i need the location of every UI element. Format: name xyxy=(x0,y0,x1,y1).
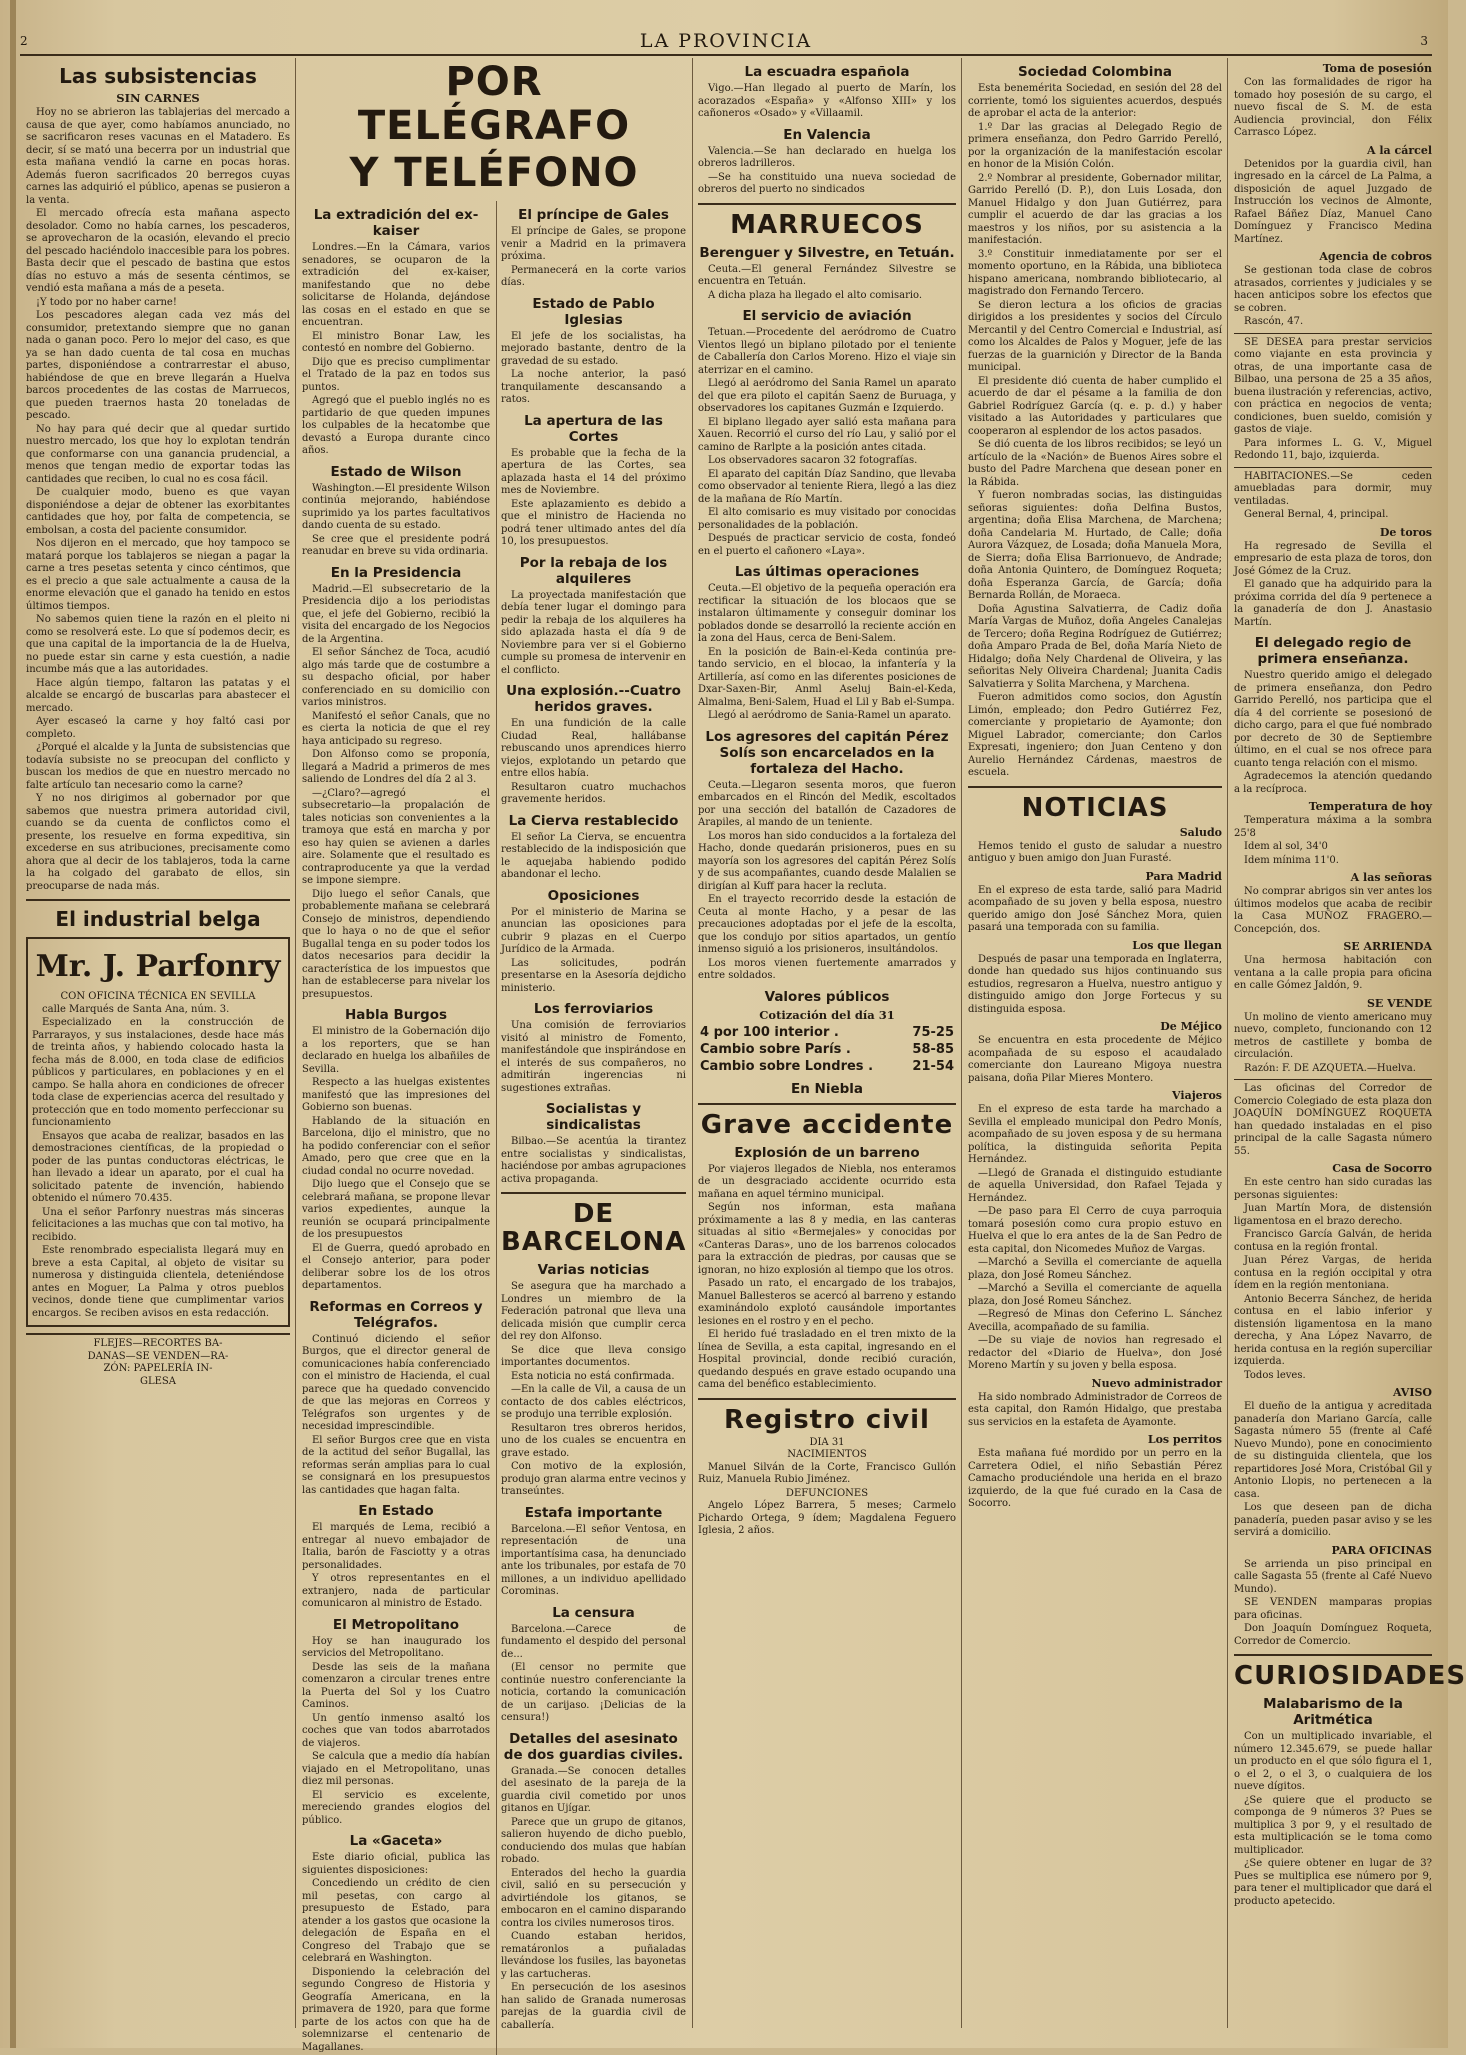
paragraph: —De su viaje de novios han regresado el redactor del «Diario de Huelva», don José Moreno Martín y su joven y bella esposa. xyxy=(968,1335,1222,1371)
paragraph: Agradecemos la atención quedando a la recíproca. xyxy=(1234,771,1432,795)
paragraph: Temperatura máxima a la sombra 25'8 xyxy=(1234,815,1432,839)
paragraph: —En la calle de Vil, a causa de un contacto de dos cables eléctricos, se produjo una terrible explosión. xyxy=(501,1384,686,1420)
section-heading: SE VENDE xyxy=(1366,996,1432,1010)
section-heading: Explosión de un barreno xyxy=(734,1144,920,1161)
column-4 xyxy=(964,58,1226,2028)
paragraph: Las oficinas del Corredor de Comercio Colegiado de esta plaza don JOAQUÍN DOMÍNGUEZ ROQUETA han quedado instaladas en el piso principal de la calle Sagasta número 55. xyxy=(1234,1083,1432,1157)
section-heading: Los perritos xyxy=(1147,1433,1222,1446)
paragraph: 2.º Nombrar al presidente, Gobernador militar, Garrido Perelló (D. P.), don Luis Losada, don Manuel Hidalgo y don Juan Gutiérrez, para cumplir el acuerdo de dar las gracias a los maestros y los niños, por su asistencia a la manifestación. xyxy=(968,172,1222,246)
valores-value: 58-85 xyxy=(912,1041,954,1057)
paragraph: Barcelona.—Carece de fundamento el despido del personal de... xyxy=(501,1623,686,1660)
paragraph: Respecto a las huelgas existentes manifestó que las impresiones del Gobierno son buenas. xyxy=(302,1077,490,1113)
paragraph: El presidente dió cuenta de haber cumplido el acuerdo de dar el pésame a la familia de don Gabriel Rodríguez García (q. e. p. d.) y haber visitado a las Autoridades y particulares que cooperaron al esplendor de los actos pasados. xyxy=(968,375,1222,437)
paragraph: Madrid.—El subsecretario de la Presidencia dijo a los periodistas que, el jefe del Gobierno, recibió la visita del encargado de los Negocios de la Argentina. xyxy=(302,583,490,645)
paragraph: ¿Se quiere obtener en lugar de 3? Pues se multiplica ese número por 9, para tener el multiplicador que dará el producto apetecido. xyxy=(1234,1858,1432,1907)
page-number-left: 2 xyxy=(20,34,28,48)
paragraph: Dijo que es preciso cumplimentar el Tratado de la paz en todos sus puntos. xyxy=(302,356,490,393)
section-title-subsistencias: Las subsistencias xyxy=(59,64,257,88)
paragraph: Según nos informan, esta mañana próximamente a las 8 y media, en las canteras situadas al sitio «Bermejales» y conocidas por «Canteras Daras», uno de los barrenos colocados para la extracción de piedras, por causas que se ignoran, no hizo explosión al tiempo que los otros. xyxy=(698,1202,956,1276)
paragraph: Llegó al aeródromo de Sania-Ramel un aparato. xyxy=(708,710,952,721)
paragraph: Es probable que la fecha de la apertura de las Cortes, sea aplazada hasta el 14 del próximo mes de Noviembre. xyxy=(501,447,686,496)
paragraph: Se gestionan toda clase de cobros atrasados, corrientes y judiciales y se hacen anticipos sobre los efectos que se cobren. xyxy=(1234,265,1432,314)
telegraph-right-column xyxy=(496,201,686,2055)
section-heading: Habla Burgos xyxy=(344,1007,448,1023)
section-heading: NOTICIAS xyxy=(1021,792,1169,823)
paragraph: El biplano llegado ayer salió esta mañana para Xauen. Recorrió el curso del río Lau, y salió por el camino de Rarlpte a la posición antes citada. xyxy=(698,416,956,453)
paragraph: El servicio es excelente, mereciendo grandes elogios del público. xyxy=(302,1789,490,1826)
paragraph: Tetuan.—Procedente del aeródromo de Cuatro Vientos llegó un biplano pilotado por el teniente de Caballería don Carlos Moreno. Hizo el viaje sin aterrizar en el camino. xyxy=(698,327,956,376)
section-heading: Saludo xyxy=(1179,825,1222,839)
paragraph: Doña Agustina Salvatierra, de Cadiz doña María Vargas de Muñoz, doña Angeles Canalejas de Tercero; doña Regina Rodríguez de Gutiérrez; doña Amparo Prada de Bel, doña María Nieto de Hidalgo; doña Nely Chardenal de Oliveira, y las señoritas Nely Oliveira Chardenal; Juanita Cadis Salvatierra y Solita Marchena, y Marchena. xyxy=(968,603,1222,690)
paragraph: Resultaron cuatro muchachos gravemente heridos. xyxy=(501,781,686,805)
paragraph: Vigo.—Han llegado al puerto de Marín, los acorazados «España» y «Alfonso XIII» y los cañoneros «Osado» y «Villaamil. xyxy=(698,83,956,119)
section-heading: Los ferroviarios xyxy=(533,1001,654,1017)
section-heading: A las señoras xyxy=(1350,871,1432,884)
page-number-right: 3 xyxy=(1420,34,1428,48)
paragraph: Para informes L. G. V., Miguel Redondo 11, bajo, izquierda. xyxy=(1234,437,1432,461)
paragraph: Esta mañana fué mordido por un perro en la Carretera Odiel, el niño Sebastián Pérez Camacho produciéndole una herida en el brazo izquierdo, de la que fué curado en la Casa de Socorro. xyxy=(968,1448,1222,1509)
registro-defunciones: DEFUNCIONES xyxy=(785,1487,869,1499)
section-heading: Varias noticias xyxy=(537,1262,650,1278)
paragraph: Manifestó el señor Canals, que no es cierta la noticia de que el rey haya anticipado su regreso. xyxy=(302,710,490,747)
paragraph: Permanecerá en la corte varios días. xyxy=(501,264,686,288)
paragraph: El alto comisario es muy visitado por conocidas personalidades de la población. xyxy=(698,507,956,531)
ad-name: Mr. J. Parfonry xyxy=(35,949,281,984)
section-heading: Registro civil xyxy=(724,1404,930,1435)
paragraph: Hoy no se abrieron las tablajerias del mercado a causa de que ayer, como habíamos anunciado, no se sacrificaron reses vacunas en el Matadero. Es decir, sí se mató una becerra por un industrial que esta mañana vendió la carne en pocas horas. Además fueron sacrificados 20 berregos cuyas carnes las adquirió el público, apenas se pusieron a la venta. xyxy=(26,107,290,206)
paragraph: —Marchó a Sevilla el comerciante de aquella plaza, don José Romeu Sánchez. xyxy=(968,1283,1222,1307)
paragraph: Esta noticia no está confirmada. xyxy=(511,1370,675,1382)
paragraph: El señor La Cierva, se encuentra restablecido de la indisposición que le aquejaba habiendo podido abandonar el lecho. xyxy=(501,831,686,880)
paragraph: El señor Burgos cree que en vista de la actitud del señor Bugallal, las reformas serán amplias para lo cual se consignará en los presupuestos las cantidades que hagan falta. xyxy=(302,1434,490,1496)
paragraph: Barcelona.—El señor Ventosa, en representación de una importantísima casa, ha denunciado ante los tribunales, por estafa de 70 millones, a un individuo apellidado Corominas. xyxy=(501,1523,686,1597)
ad-body xyxy=(32,1004,284,1321)
divider xyxy=(1234,467,1432,468)
paragraph: Juan Martín Mora, de distensión ligamentosa en el brazo derecho. xyxy=(1234,1203,1432,1227)
paragraph: No comprar abrigos sin ver antes los últimos modelos que acaba de recibir la Casa MUÑOZ FRAGERO.—Concepción, dos. xyxy=(1234,886,1432,935)
paragraph: Se calcula que a medio día habían viajado en el Metropolitano, unas diez mil personas. xyxy=(302,1751,490,1787)
paragraph: SE VENDEN mamparas propias para oficinas. xyxy=(1234,1597,1432,1621)
paragraph: Rascón, 47. xyxy=(1244,316,1304,327)
paragraph: Don Joaquín Domínguez Roqueta, Corredor de Comercio. xyxy=(1234,1623,1432,1647)
classified-line: ZÓN: PAPELERÍA IN- xyxy=(103,1363,213,1374)
paragraph: Londres.—En la Cámara, varios senadores, se ocuparon de la extradición del ex-kaiser, manifestando que no debe solicitarse de Holanda, dejándose las cosas en el estado en que se encuentran. xyxy=(302,242,490,328)
registro-date: DIA 31 xyxy=(809,1436,845,1448)
paragraph: Por viajeros llegados de Niebla, nos enteramos de un desgraciado accidente ocurrido esta mañana en aquel término municipal. xyxy=(698,1163,956,1200)
paragraph: En la posición de Bain-el-Keda continúa pre-tando servicio, en el blocao, la infantería y la Artillería, así como en las diferentes posiciones de Dxar-Saxen-Bir, Anml Aseluj Bain-el-Keda, Almalma, Beni-Salem, Huad el Lil y Bab el-Sumpa. xyxy=(698,646,956,708)
section-heading: Los que llegan xyxy=(1132,938,1222,952)
paragraph: El ganado que ha adquirido para la próxima corrida del día 9 pertenece a la ganadería de don J. Anastasio Martín. xyxy=(1234,579,1432,628)
paragraph: Y otros representantes en el extranjero, nada de particular comunicaron al ministro de Estado. xyxy=(302,1573,490,1609)
valores-row xyxy=(698,1058,956,1075)
paragraph: El marqués de Lema, recibió a entregar al nuevo embajador de Italia, barón de Fasciotty y a otras personalidades. xyxy=(302,1522,490,1571)
paragraph: Continuó diciendo el señor Burgos, que el director general de comunicaciones había conferenciado con el ministro de Hacienda, el cual parece que ha quedado convencido de que las mejoras en Correos y Telégrafos son urgentes y de necesidad imprescindible. xyxy=(302,1333,490,1432)
paragraph: Antonio Becerra Sánchez, de herida contusa en el labio inferior y distensión ligamentosa en la mano derecha, y Ana López Navarro, de herida contusa en la región superciliar izquierda. xyxy=(1234,1293,1432,1367)
section-heading: AVISO xyxy=(1393,1386,1432,1399)
paragraph: Un gentío inmenso asaltó los coches que van todos abarrotados de viajeros. xyxy=(302,1712,490,1749)
paragraph: Washington.—El presidente Wilson continúa mejorando, habiéndose suprimido ya los partes facultativos dando cuenta de su estado. xyxy=(302,482,490,531)
paragraph: El señor Sánchez de Toca, acudió algo más tarde que de costumbre a su despacho oficial, por haber conferenciado en su domicilio con varios ministros. xyxy=(302,647,490,708)
paragraph: Hoy se han inaugurado los servicios del Metropolitano. xyxy=(302,1635,490,1659)
section-heading: Estafa importante xyxy=(524,1504,663,1521)
paragraph: Con un multiplicado invariable, el número 12.345.679, se puede hallar un producto en el que sólo figura el 1, o el 2, o el 3, o cualquiera de los nueve dígitos. xyxy=(1234,1731,1432,1792)
divider xyxy=(698,1398,956,1400)
paragraph: 3.º Constituir inmediatamente por ser el momento oportuno, en la Rábida, una biblioteca hispano americana, nombrando bibliotecario, al magistrado don Fernando Tercero. xyxy=(968,248,1222,297)
divider xyxy=(698,203,956,205)
divider xyxy=(698,1103,956,1105)
paragraph: Una hermosa habitación con ventana a la calle propia para oficina en calle Gómez Jaldón, 9. xyxy=(1234,955,1432,991)
paragraph: Se arrienda un piso principal en calle Sagasta 55 (frente al Café Nuevo Mundo). xyxy=(1234,1558,1432,1595)
page-header xyxy=(20,30,1432,56)
paragraph: Y fueron nombradas socias, las distinguidas señoras siguientes: doña Delfina Bustos, argentina; doña Elisa Marchena, de Marchena; doña Candelaria M. Hurtado, de Calle; doña Aurora Vázquez, de Losada; doña Manuela Mora, de Sierra; doña Elisa Barrionuevo, de Andrade; doña Antonia Quintero, de Domínguez Roqueta; doña Esperanza García, de García; doña Bernarda Rollán, de Moraeca. xyxy=(968,490,1222,601)
paragraph: Este aplazamiento es debido a que el ministro de Hacienda no podrá tener ultimado antes del día 10, los presupuestos. xyxy=(501,498,686,547)
ad-paragraph: Una el señor Parfonry nuestras más sinceras felicitaciones a las muchas que con tal motivo, ha recibido. xyxy=(32,1206,284,1243)
column-1 xyxy=(22,58,294,2028)
divider xyxy=(501,1192,686,1194)
paragraph: Agregó que el pueblo inglés no es partidario de que queden impunes los culpables de la hecatombe que devastó a Europa durante cinco años. xyxy=(302,395,490,456)
valores-table xyxy=(698,1024,956,1075)
paragraph: Idem mínima 11'0. xyxy=(1244,854,1339,866)
paragraph: Disponiendo la celebración del segundo Congreso de Historia y Geografía Americana, en la primavera de 1920, para que forme parte de los actos con que ha de solemnizarse el centenario de Magallanes. xyxy=(302,1966,490,2053)
paragraph: (El censor no permite que continúe nuestro conferenciante la noticia, cortando la comunicación de un carijaso. ¡Delicias de la censura!) xyxy=(501,1662,686,1723)
paragraph: De cualquier modo, bueno es que vayan disponiéndose a dejar de obtener las exorbitantes cantidades que hoy, por falta de competencia, se embolsan, a costa del paciente consumidor. xyxy=(26,487,290,536)
section-heading: Agencia de cobros xyxy=(1319,250,1432,263)
section-heading: Valores públicos xyxy=(764,988,890,1005)
paragraph: Todos leves. xyxy=(1244,1369,1306,1381)
paragraph: En persecución de los asesinos han salido de Granada numerosas parejas de la guardia civil de caballería. xyxy=(501,1982,686,2031)
ad-paragraph: calle Marqués de Santa Ana, núm. 3. xyxy=(42,1003,230,1015)
paragraph: Por el ministerio de Marina se anuncian las oposiciones para cubrir 9 plazas en el Cuerpo Jurídico de la Armada. xyxy=(501,906,686,955)
paragraph: HABITACIONES.—Se ceden amuebladas para dormir, muy ventiladas. xyxy=(1234,470,1432,507)
paragraph: En el expreso de esta tarde ha marchado a Sevilla el empleado municipal don Pedro Monís, acompañado de su joven esposa y de su hermana política, la distinguida señorita Pepita Hernández. xyxy=(968,1104,1222,1165)
paragraph: Se dieron lectura a los oficios de gracias dirigidos a los presidentes y socios del Círculo Mercantil y del Centro Comercial e Industrial, así como los Alcaldes de Palos y Moguer, jefe de las fuerzas de la guarnición y Director de la Banda municipal. xyxy=(968,299,1222,373)
valores-value: 75-25 xyxy=(912,1024,954,1040)
paragraph: Enterados del hecho la guardia civil, salió en su persecución y advirtiéndole los gitanos, se embocaron en el camino disparando contra los civiles numerosos tiros. xyxy=(501,1867,686,1929)
column-rule xyxy=(1227,58,1228,2028)
paragraph: En el expreso de esta tarde, salió para Madrid acompañado de su joven y bella esposa, nuestro querido amigo don José Sánchez Mora, quien pasará una temporada con su familia. xyxy=(968,884,1222,933)
paragraph: Los moros han sido conducidos a la fortaleza del Hacho, donde quedarán prisioneros, pues en su mayoría son los agresores del capitán Pérez Solís y de sus acompañantes, cuando desde Malalien se dirigían al Kuff para hacer la recluta. xyxy=(698,830,956,892)
divider xyxy=(968,786,1222,788)
section-heading: En Niebla xyxy=(790,1080,863,1097)
section-heading: Estado de Pablo Iglesias xyxy=(532,295,655,328)
section-heading: En Valencia xyxy=(783,126,871,143)
paragraph: Con motivo de la explosión, produjo gran alarma entre vecinos y transeúntes. xyxy=(501,1461,686,1497)
paragraph: Nos dijeron en el mercado, que hoy tampoco se matará porque los tablajeros se niegan a pagar la carne a tres pesetas setenta y cinco céntimos, que es el precio a que sale actualmente a causa de la enorme elevación que el ganado ha tenido en estos últimos tiempos. xyxy=(26,538,290,612)
paragraph: La proyectada manifestación que debía tener lugar el domingo para pedir la rebaja de los alquileres ha sido aplazada hasta el día 9 de Noviembre para ver si el Gobierno cumple su promesa de intervenir en el conflicto. xyxy=(501,589,686,676)
paragraph: El aparato del capitán Díaz Sandino, que llevaba como observador al teniente Riera, llegó a las diez de la mañana de Río Martín. xyxy=(698,468,956,505)
subtitle-sin-carnes: SIN CARNES xyxy=(116,91,200,105)
paragraph: El herido fué trasladado en el tren mixto de la línea de Sevilla, a esta capital, ingresando en el Hospital provincial, donde recibió curación, quedando después en grave estado ocupando una cama del benéfico establecimiento. xyxy=(698,1329,956,1390)
paragraph: Detenidos por la guardia civil, han ingresado en la cárcel de La Palma, a disposición de aquel Juzgado de Instrucción los vecinos de Almonte, Rafael Báñez Díaz, Manuel Cano Domínguez y Francisco Medina Martínez. xyxy=(1234,158,1432,245)
column-rule xyxy=(295,58,296,2028)
paragraph: Después de practicar servicio de costa, fondeó en el puerto el cañonero «Laya». xyxy=(698,533,956,557)
paragraph: Después de pasar una temporada en Inglaterra, donde han quedado sus hijos continuando sus estudios, regresaron a Huelva, nuestro antiguo y distinguido amigo don Jorge Fortecus y su distinguida esposa. xyxy=(968,953,1222,1015)
section-heading: La «Gaceta» xyxy=(349,1833,443,1849)
section-heading: DE BARCELONA xyxy=(501,1199,687,1257)
section-heading: Nuevo administrador xyxy=(1091,1376,1222,1390)
ad-paragraph: Especializado en la construcción de Parrarayos, y sus instalaciones, desde hace más de treinta años, y habiendo colocado hasta la fecha más de 8.000, en toda clase de edificios públicos y particulares, en poblaciones y en el campo. Se halla ahora en condiciones de ofrecer toda clase de experiencias acerca del resultado y protección que en todo momento perfeccionar su funcionamiento xyxy=(32,1017,284,1128)
paragraph: Dijo luego que el Consejo que se celebrará mañana, se propone llevar varios expedientes, aunque la reunión se ocupará principalmente de los presupuestos xyxy=(302,1179,490,1240)
column-3 xyxy=(694,58,960,2028)
valores-subtitle: Cotización del día 31 xyxy=(759,1007,895,1022)
classified-line: DANAS—SE VENDEN—RA- xyxy=(87,1350,229,1362)
paragraph: General Bernal, 4, principal. xyxy=(1244,509,1389,520)
paragraph: Se dice que lleva consigo importantes documentos. xyxy=(501,1344,686,1368)
paragraph: Este diario oficial, publica las siguientes disposiciones: xyxy=(302,1852,490,1876)
section-heading: Los agresores del capitán Pérez Solís son encarcelados en la fortaleza del Hacho. xyxy=(705,728,949,777)
paragraph: Juan Pérez Vargas, de herida contusa en la región occipital y otra ídem en la región mentoniana. xyxy=(1234,1255,1432,1291)
paragraph: Francisco García Galván, de herida contusa en la región frontal. xyxy=(1234,1229,1432,1253)
section-heading: Temperatura de hoy xyxy=(1308,800,1432,813)
paragraph: Las solicitudes, podrán presentarse en la Asesoría dejdicho ministerio. xyxy=(501,957,686,994)
paragraph: Fueron admitidos como socios, don Agustín Limón, empleado; don Pedro Gutiérrez Fez, comerciante y propietario de Ayamonte; don Miguel Labrador, comerciante; don Carlos Expresati, ingeniero; don Juan Centeno y don Aurelio Hernández Cárdenas, maestros de escuela. xyxy=(968,692,1222,778)
divider xyxy=(26,899,290,901)
classified-line: FLEJES—RECORTES BA- xyxy=(93,1338,223,1349)
paragraph: Una comisión de ferroviarios visitó al ministro de Fomento, manifestándole que inspirándose en el interés de sus compañeros, no admitirán ingerencias ni sugestiones extrañas. xyxy=(501,1020,686,1094)
paragraph: El príncipe de Gales, se propone venir a Madrid en la primavera próxima. xyxy=(501,226,686,262)
section-heading: Viajeros xyxy=(1172,1089,1222,1102)
paragraph: Y no nos dirigimos al gobernador por que sabemos que nuestra primera autoridad civil, cuando se da cuenta de conflictos como el presente, los resuelve en forma expeditiva, sin excederse en sus atribuciones, precisamente como ahora que al decir de los tablajeros, toda la carne la ha colgado del garabato de ellos, sin preocuparse de nada más. xyxy=(26,793,290,892)
paragraph: Los pescadores alegan cada vez más del consumidor, pretextando siempre que no ganan nada o ganan poco. Pero lo mejor del caso, es que ya se han dado cuenta de tal cosa en muchas partes, disponiéndose a contrarrestar el abuso, habiéndose de que en breve llegarán a Huelva barcos procedentes de las costas de Marruecos, que pueden traernos hasta 20 toneladas de pescado. xyxy=(26,310,290,421)
section-heading: La extradición del ex-kaiser xyxy=(313,207,479,239)
column-2 xyxy=(298,58,690,2053)
paragraph: Nuestro querido amigo el delegado de primera enseñanza, don Pedro Garrido Perelló, nos participa que el día 4 del corriente se posesionó de dicho cargo, para el que fué nombrado por decreto de 30 de Septiembre último, en el cual se nos ofrece para cuanto tenga relación con el mismo. xyxy=(1234,670,1432,769)
paragraph: El jefe de los socialistas, ha mejorado bastante, dentro de la gravedad de su estado. xyxy=(501,330,686,367)
paragraph: El mercado ofrecía esta mañana aspecto desolador. Como no había carnes, los pescaderos, se aprovecharon de la ocasión, elevando el precio del pescado haciéndolo inaccesible para los pobres. Basta decir que el pescado de bastina que estos días no estuvo a más de sesenta céntimos, se vendió esta mañana a más de a peseta. xyxy=(26,208,290,294)
paragraph: La noche anterior, la pasó tranquilamente descansando a ratos. xyxy=(501,369,686,405)
section-heading: Detalles del asesinato de dos guardias civiles. xyxy=(503,1730,684,1763)
divider xyxy=(1234,333,1432,334)
section-heading: El delegado regio de primera enseñanza. xyxy=(1254,635,1412,667)
paragraph: Hablando de la situación en Barcelona, dijo el ministro, que no ha podido conferenciar con el señor Amado, pero que cree que en la ciudad condal no ocurre novedad. xyxy=(302,1115,490,1177)
paragraph: Concediendo un crédito de cien mil pesetas, con cargo al presupuesto de Estado, para atender a los gastos que ocasione la delegación de España en el Congreso del Trabajo que se celebrará en Washington. xyxy=(302,1878,490,1964)
paragraph: Cuando estaban heridos, rematáronlos a puñaladas llevándose los fusiles, las bayonetas y las cartucheras. xyxy=(501,1931,686,1980)
valores-value: 21-54 xyxy=(912,1058,954,1074)
registro-def-text: Angelo López Barrera, 5 meses; Carmelo Pichardo Ortega, 9 ídem; Magdalena Feguero Iglesia, 2 años. xyxy=(698,1500,956,1536)
section-heading: Casa de Socorro xyxy=(1332,1162,1432,1175)
section-heading: Berenguer y Silvestre, en Tetuán. xyxy=(699,244,955,261)
section-heading: Estado de Wilson xyxy=(330,463,462,480)
paragraph: Don Alfonso como se proponía, llegará a Madrid a primeros de mes saliendo de Londres del día 2 al 3. xyxy=(302,749,490,785)
section-heading: La apertura de las Cortes xyxy=(524,412,663,445)
paragraph: ¡Y todo por no haber carne! xyxy=(36,296,177,308)
paragraph: En el trayecto recorrido desde la estación de Ceuta al monte Hacho, y a pesar de las precauciones adoptadas por el jefe de la escolta, que los condujo por sitios apartados, un gentío inmenso siguió a los prisioneros, insultándolos. xyxy=(698,894,956,955)
paragraph: El ministro Bonar Law, les contestó en nombre del Gobierno. xyxy=(302,330,490,354)
paragraph: Se dió cuenta de los libros recibidos; se leyó un artículo de la «Nación» de Buenos Aires sobre el busto del Padre Marchena que desean poner en la Rábida. xyxy=(968,439,1222,488)
paragraph: Llegó al aeródromo del Sania Ramel un aparato del que era piloto el capitán Saenz de Buruaga, y observadores los capitanes Guzmán e Izquierdo. xyxy=(698,378,956,414)
paragraph: —Marchó a Sevilla el comerciante de aquella plaza, don José Romeu Sánchez. xyxy=(968,1257,1222,1281)
paragraph: Resultaron tres obreros heridos, uno de los cuales se encuentra en grave estado. xyxy=(501,1422,686,1459)
section-heading: Reformas en Correos y Telégrafos. xyxy=(309,1298,483,1331)
paragraph: SE DESEA para prestar servicios como viajante en esta provincia y otras, de una importante casa de Bilbao, una persona de 25 a 35 años, buena ilustración y referencias, activo, con práctica en negocios de venta; condiciones, buen sueldo, comisión y gastos de viaje. xyxy=(1234,336,1432,435)
valores-label: Cambio sobre Londres . xyxy=(700,1058,874,1074)
section-heading: El príncipe de Gales xyxy=(518,207,669,223)
paragraph: Hace algún tiempo, faltaron las patatas y el alcalde se encargó de buscarlas para abastecer el mercado. xyxy=(26,677,290,714)
valores-row xyxy=(698,1041,956,1058)
paragraph: Ha regresado de Sevilla el empresario de esta plaza de toros, don José Gómez de la Cruz. xyxy=(1234,540,1432,577)
valores-label: Cambio sobre París . xyxy=(700,1041,851,1057)
paragraph: Valencia.—Se han declarado en huelga los obreros ladrilleros. xyxy=(698,145,956,169)
paragraph: En una fundición de la calle Ciudad Real, hallábanse rebuscando unos aprendices hierro viejos, explotando un petardo que entre ellos había. xyxy=(501,718,686,779)
paragraph: A dicha plaza ha llegado el alto comisario. xyxy=(708,289,923,301)
ad-line: CON OFICINA TÉCNICA EN SEVILLA xyxy=(60,991,256,1002)
article-body xyxy=(26,107,290,893)
paragraph: —Llegó de Granada el distinguido estudiante de aquella Universidad, don Rafael Tejada y Hernández. xyxy=(968,1167,1222,1204)
telegraph-left-column xyxy=(302,201,490,2055)
paragraph: Pasado un rato, el encargado de los trabajos, Manuel Ballesteros se acercó al barreno y estando examinándolo explotó causándole importantes lesiones en el rostro y en el pecho. xyxy=(698,1278,956,1327)
paragraph: Bilbao.—Se acentúa la tirantez entre socialistas y sindicalistas, haciéndose por ambas agrupaciones activa propaganda. xyxy=(501,1136,686,1185)
valores-label: 4 por 100 interior . xyxy=(700,1024,839,1040)
paragraph: El dueño de la antigua y acreditada panadería don Mariano García, calle Sagasta número 55 (frente al Café Nuevo Mundo), pone en conocimiento de su distinguida clientela, que los repartidores José Mora, Cristóbal Gil y Antonio Llopis, no pertenecen a la casa. xyxy=(1234,1401,1432,1500)
section-heading: En la Presidencia xyxy=(330,564,462,581)
paragraph: Esta benemérita Sociedad, en sesión del 28 del corriente, tomó los siguientes acuerdos, después de aprobar el acta de la anterior: xyxy=(968,83,1222,119)
section-heading: El servicio de aviación xyxy=(742,308,912,324)
paragraph: —Regresó de Minas don Ceferino L. Sánchez Avecilla, acompañado de su familia. xyxy=(968,1309,1222,1333)
divider xyxy=(26,1333,290,1335)
paragraph: ¿Se quiere que el producto se componga de 9 números 3? Pues se multiplica 3 por 9, y el resultado de esta multiplicación se le toma como multiplicador. xyxy=(1234,1794,1432,1856)
paragraph: Ha sido nombrado Administrador de Correos de esta capital, don Ramón Hidalgo, que prestaba sus servicios en la estafeta de Ayamonte. xyxy=(968,1391,1222,1428)
paragraph: Ayer escaseó la carne y hoy faltó casi por completo. xyxy=(26,716,290,740)
divider xyxy=(1234,1654,1432,1656)
registro-nacimientos: NACIMIENTOS xyxy=(787,1449,867,1460)
paragraph: Granada.—Se conocen detalles del asesinato de la pareja de la guardia civil cometido por unos gitanos en Ujígar. xyxy=(501,1765,686,1814)
section-heading: PARA OFICINAS xyxy=(1331,1543,1432,1557)
section-heading: El Metropolitano xyxy=(332,1616,460,1633)
paragraph: No hay para qué decir que al quedar surtido nuestro mercado, los que hoy lo explotan tendrán que conformarse con una ganancia prudencial, a menos que tengan medio de exportar todas las cantidades que reciben, lo cual no es cosa fácil. xyxy=(26,423,290,485)
paragraph: El ministro de la Gobernación dijo a los reporters, que se han declarado en huelga los albañiles de Sevilla. xyxy=(302,1026,490,1075)
column-5 xyxy=(1230,58,1466,2028)
section-heading: MARRUECOS xyxy=(730,209,924,240)
paragraph: Hemos tenido el gusto de saludar a nuestro antiguo y buen amigo don Juan Furasté. xyxy=(968,840,1222,864)
section-heading: CURIOSIDADES xyxy=(1234,1661,1466,1691)
paragraph: Se asegura que ha marchado a Londres un miembro de la Federación patronal que lleva una delicada misión que cumplir cerca del rey don Alfonso. xyxy=(501,1281,686,1342)
section-title-industrial: El industrial belga xyxy=(55,907,261,931)
classified-flejes xyxy=(26,1338,290,1388)
advertisement-parfonry xyxy=(26,937,290,1327)
column-rule xyxy=(692,58,693,2028)
paragraph: —¿Claro?—agregó el subsecretario—la propalación de tales noticias son convenientes a la tramoya que está en marcha y por eso hay quien se avienen a darles aire. Solamente que el resultado es contraproducente ya que la verdad se impone siempre. xyxy=(302,787,490,886)
masthead-telegrafo: POR TELÉGRAFO xyxy=(357,59,631,149)
section-heading: Sociedad Colombina xyxy=(1017,64,1173,80)
classified-line: GLESA xyxy=(139,1375,176,1387)
paragraph: 1.º Dar las gracias al Delegado Regio de primera enseñanza, don Pedro Garrido Perelló, por la organización de la manifestación escolar en honor de la Misión Colón. xyxy=(968,121,1222,170)
divider xyxy=(1234,1079,1432,1080)
paragraph: Los que deseen pan de dicha panadería, pueden pasar aviso y se les servirá a domicilio. xyxy=(1234,1502,1432,1538)
paragraph: Idem al sol, 34'0 xyxy=(1244,841,1328,852)
paragraph: Ceuta.—El objetivo de la pequeña operación era rectificar la situación de los blocaos que se instalaron últimamente y conseguir dominar los poblados donde se desarrolló la reciente acción en la zona del Haus, cerca de Beni-Salem. xyxy=(698,583,956,644)
paragraph: En este centro han sido curadas las personas siguientes: xyxy=(1234,1177,1432,1201)
section-heading: A la cárcel xyxy=(1367,143,1432,157)
section-heading: Socialistas y sindicalistas xyxy=(545,1101,642,1133)
paragraph: ¿Porqué el alcalde y la Junta de subsistencias que todavía subsiste no se preocupan del conflicto y buscan los medios de que en nuestro mercado no falte artículo tan necesario como la carne? xyxy=(26,742,290,791)
section-heading: La escuadra española xyxy=(744,64,910,80)
section-heading: Por la rebaja de los alquileres xyxy=(519,554,668,587)
section-heading: De Méjico xyxy=(1160,1020,1222,1033)
section-heading: Para Madrid xyxy=(1145,869,1222,883)
masthead-telefono: Y TELÉFONO xyxy=(349,150,639,196)
section-heading: Malabarismo de la Aritmética xyxy=(1263,1696,1403,1728)
paragraph: Parece que un grupo de gitanos, salieron huyendo de dicho pueblo, conduciendo dos mulas que habían robado. xyxy=(501,1816,686,1865)
paragraph: No sabemos quien tiene la razón en el pleito ni como se resolverá este. Lo que sí podemos decir, es que una capital de la importancia de la de Huelva, no puede estar sin carne y esta cuestión, a nadie incumbe más que a las autoridades. xyxy=(26,614,290,675)
section-heading: Toma de posesión xyxy=(1322,62,1432,75)
paragraph: Se encuentra en esta procedente de Méjico acompañada de su esposo el acaudalado comerciante don Laureano Migoya nuestra paisana, doña Pilar Mieres Montero. xyxy=(968,1035,1222,1084)
paragraph: Un molino de viento americano muy nuevo, completo, funcionando con 12 metros de castillete y bomba de circulación. xyxy=(1234,1011,1432,1060)
page-edge xyxy=(10,0,16,2048)
paragraph: Desde las seis de la mañana comenzaron a circular trenes entre la Puerta del Sol y los Cuatro Caminos. xyxy=(302,1661,490,1710)
newspaper-title: LA PROVINCIA xyxy=(639,30,813,52)
column-rule xyxy=(961,58,962,2028)
paragraph: —De paso para El Cerro de cuya parroquia tomará posesión como cura propio estuvo en Huelva el que lo era antes de la de San Pedro de esta capital, don Nicomedes Muñoz de Vargas. xyxy=(968,1206,1222,1255)
section-heading: La censura xyxy=(552,1604,635,1621)
ad-paragraph: Ensayos que acaba de realizar, basados en las demostraciones científicas, de la propiedad o poder de las puntas conductoras eléctricas, le han llevado a idear un aparato, por el cual ha solicitado patente de invención, habiendo obtenido el número 70.435. xyxy=(32,1130,284,1204)
paragraph: Dijo luego el señor Canals, que probablemente mañana se celebrará Consejo de ministros, dependiendo que lo haya o no de que el señor Bugallal tenga en su poder todos los datos necesarios para decidir la característica de los impuestos que han de establecerse para nivelar los presupuestos. xyxy=(302,888,490,1000)
paragraph: Razón: F. DE AZQUETA.—Huelva. xyxy=(1244,1062,1416,1074)
paragraph: Los observadores sacaron 32 fotografías. xyxy=(708,455,918,466)
section-heading: Las últimas operaciones xyxy=(734,564,920,580)
section-heading: De toros xyxy=(1379,525,1432,539)
section-heading: En Estado xyxy=(358,1503,434,1519)
section-heading: Una explosión.--Cuatro heridos graves. xyxy=(506,683,681,715)
section-heading: La Cierva restablecido xyxy=(508,812,679,829)
paragraph: Se cree que el presidente podrá reanudar en breve su vida ordinaria. xyxy=(302,533,490,557)
paragraph: Con las formalidades de rigor ha tomado hoy posesión de su cargo, el nuevo fiscal de S. M. de esta Audiencia provincial, don Félix Carrasco López. xyxy=(1234,77,1432,138)
paragraph: El de Guerra, quedó aprobado en el Consejo anterior, para poder deliberar sobre los de los otros departamentos. xyxy=(302,1242,490,1291)
paragraph: Los moros vienen fuertemente amarrados y entre soldados. xyxy=(698,957,956,981)
section-heading: Oposiciones xyxy=(547,887,640,904)
section-heading: SE ARRIENDA xyxy=(1343,940,1432,953)
paragraph: —Se ha constituido una nueva sociedad de obreros del puerto no sindicados xyxy=(698,171,956,195)
section-heading: Grave accidente xyxy=(700,1109,954,1140)
paragraph: Ceuta.—El general Fernández Silvestre se encuentra en Tetuán. xyxy=(698,263,956,287)
ad-paragraph: Este renombrado especialista llegará muy en breve a esta Capital, al objeto de visitar su numerosa y distinguida clientela, deteniéndose antes en Moguer, La Palma y otros pueblos vecinos, donde tiene que cumplimentar varios encargos. Se reciben avisos en esta redacción. xyxy=(32,1245,284,1319)
registro-nac-text: Manuel Silván de la Corte, Francisco Gullón Ruiz, Manuela Rubio Jiménez. xyxy=(698,1461,956,1485)
valores-row xyxy=(698,1024,956,1041)
paragraph: Ceuta.—Llegaron sesenta moros, que fueron embarcados en el Rincón del Medik, escoltados por una sección del batallón de Cazadores de Arapiles, al mando de un teniente. xyxy=(698,779,956,828)
